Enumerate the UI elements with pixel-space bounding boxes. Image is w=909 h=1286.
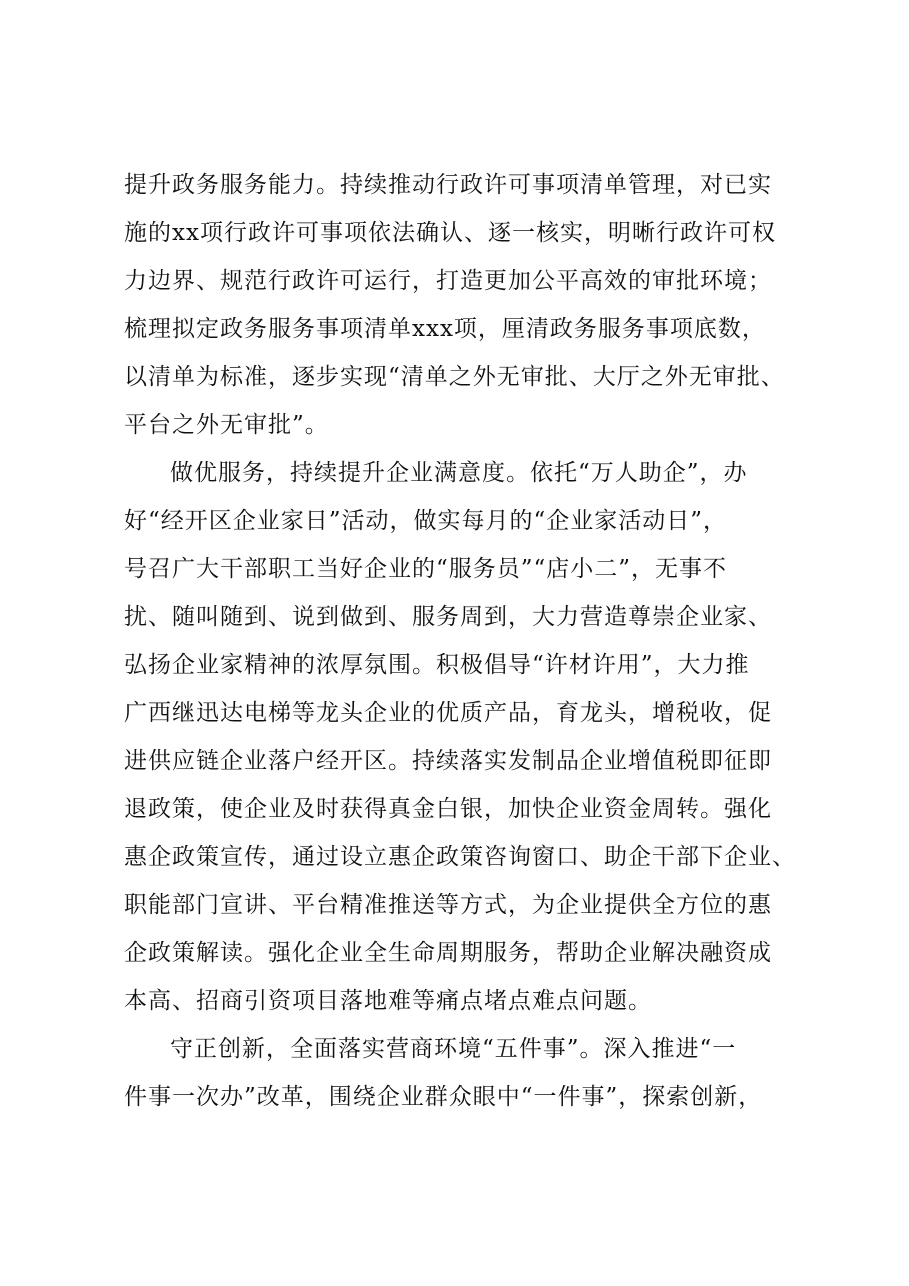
text-line-14: 退政策，使企业及时获得真金白银，加快企业资金周转。强化 <box>124 796 772 822</box>
text-line-2: 施的xx项行政许可事项依法确认、逐一核实，明晰行政许可权 <box>124 220 776 246</box>
text-line-8: 好“经开区企业家日”活动，做实每月的“企业家活动日”， <box>124 508 728 534</box>
text-line-1: 提升政务服务能力。持续推动行政许可事项清单管理，对已实 <box>124 172 772 198</box>
text-line-3: 力边界、规范行政许可运行，打造更加公平高效的审批环境； <box>124 268 772 294</box>
text-line-12: 广西继迅达电梯等龙头企业的优质产品，育龙头，增税收，促 <box>124 700 772 726</box>
text-line-10: 扰、随叫随到、说到做到、服务周到，大力营造尊崇企业家、 <box>124 604 772 630</box>
text-line-7: 做优服务，持续提升企业满意度。依托“万人助企”，办 <box>170 460 748 486</box>
text-line-19: 守正创新，全面落实营商环境“五件事”。深入推进“一 <box>170 1036 737 1062</box>
text-line-16: 职能部门宣讲、平台精准推送等方式，为企业提供全方位的惠 <box>124 892 772 918</box>
text-line-17: 企政策解读。强化企业全生命周期服务，帮助企业解决融资成 <box>124 940 772 966</box>
text-line-18: 本高、招商引资项目落地难等痛点堵点难点问题。 <box>124 988 652 1014</box>
text-line-9: 号召广大干部职工当好企业的“服务员”“店小二”，无事不 <box>124 556 728 582</box>
text-line-15: 惠企政策宣传，通过设立惠企政策咨询窗口、助企干部下企业、 <box>124 844 796 870</box>
text-line-6: 平台之外无审批”。 <box>124 412 329 438</box>
text-line-13: 进供应链企业落户经开区。持续落实发制品企业增值税即征即 <box>124 748 772 774</box>
text-line-5: 以清单为标准，逐步实现“清单之外无审批、大厅之外无审批、 <box>124 364 785 390</box>
text-line-11: 弘扬企业家精神的浓厚氛围。积极倡导“许材许用”，大力推 <box>124 652 750 678</box>
text-line-20: 件事一次办”改革，围绕企业群众眼中“一件事”，探索创新， <box>124 1084 763 1110</box>
text-line-4: 梳理拟定政务服务事项清单xxx项，厘清政务服务事项底数， <box>124 316 766 342</box>
